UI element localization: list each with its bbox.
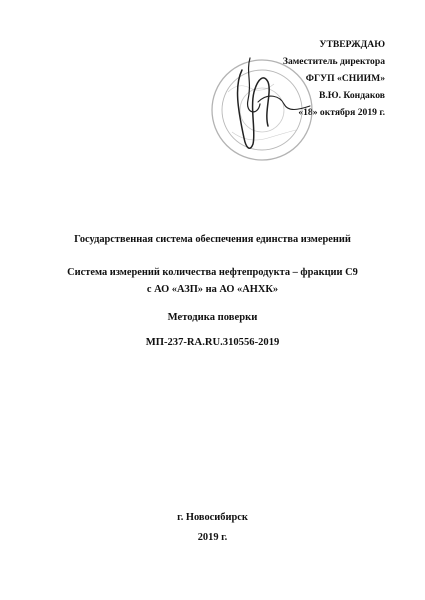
footer-year: 2019 г.: [197, 532, 228, 543]
stamp-and-signature-icon: [198, 52, 318, 167]
document-number: МП-237-RA.RU.310556-2019: [145, 337, 280, 348]
document-type: Методика поверки: [167, 312, 258, 323]
approval-date: «18» октября 2019 г.: [298, 107, 385, 118]
footer-city: г. Новосибирск: [177, 512, 248, 523]
approval-position: Заместитель директора: [282, 56, 385, 67]
approval-heading: УТВЕРЖДАЮ: [319, 39, 385, 50]
approval-organization: ФГУП «СНИИМ»: [305, 73, 385, 84]
system-title: Государственная система обеспечения единства измерений: [74, 234, 351, 245]
subject-line-1: Система измерений количества нефтепродукта – фракции С9: [67, 267, 358, 278]
subject-line-2: с АО «АЗП» на АО «АНХК»: [146, 284, 279, 295]
approval-signatory: В.Ю. Кондаков: [319, 90, 385, 101]
